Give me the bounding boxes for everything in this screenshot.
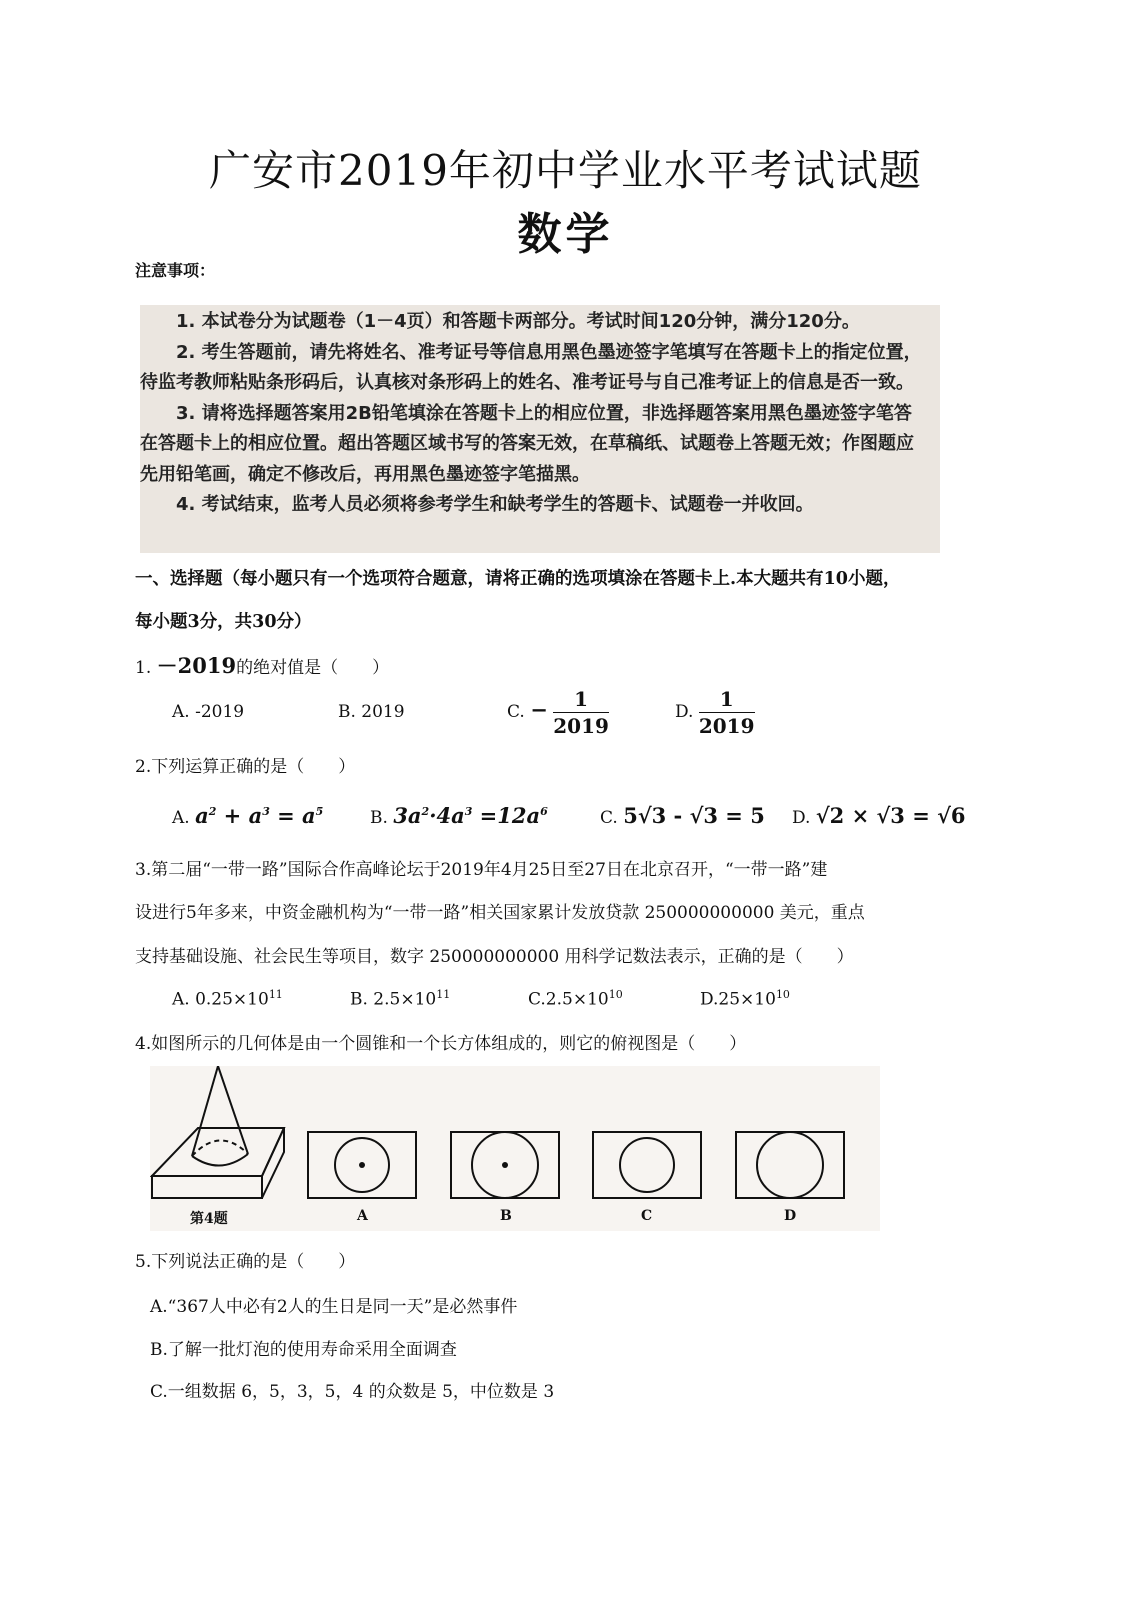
section-heading-line2: 每小题3分，共30分）: [135, 612, 312, 632]
question-3-line2: 设进行5年多来，中资金融机构为“一带一路”相关国家累计发放贷款 250000000000 美元，重点: [135, 903, 865, 923]
option-a-center-dot: [359, 1162, 365, 1168]
q1-d-fraction: $\frac{1}{2019}$: [698, 687, 755, 738]
notice-box: [140, 305, 940, 553]
q3-option-d: $D.25\times 10^{10}$: [700, 988, 790, 1010]
notice-label: 注意事项：: [135, 261, 216, 280]
section-heading-line1: 一、选择题（每小题只有一个选项符合题意，请将正确的选项填涂在答题卡上.本大题共有10小题，: [135, 569, 901, 589]
q2-option-c: C. 5√3 - √3 = 5: [600, 803, 765, 828]
q2-option-a: A. $a^2 + a^3 = a^5$: [172, 803, 324, 828]
q3-option-a: A. $0.25\times 10^{11}$: [172, 988, 283, 1010]
question-4-stem: 4.如图所示的几何体是由一个圆锥和一个长方体组成的，则它的俯视图是（ ）: [135, 1034, 747, 1054]
exam-subject: 数学: [517, 209, 614, 260]
q2-option-b: B. $3a^2\cdot 4a^3 =12a^6$: [370, 803, 548, 828]
option-c-rect: [593, 1132, 701, 1198]
q1-option-a: A. -2019: [172, 702, 245, 722]
question-2-stem: 2.下列运算正确的是（ ）: [135, 757, 356, 777]
q2-d-expression: √2 × √3 = √6: [815, 803, 966, 828]
q1-c-fraction: $\frac{1}{2019}$: [553, 687, 609, 738]
option-d-rect: [736, 1132, 844, 1198]
option-c-circle: [620, 1138, 674, 1192]
q4-label-c: C: [641, 1208, 653, 1224]
cone-base-front: [192, 1154, 248, 1166]
q4-figure: [150, 1066, 880, 1231]
q5-option-a: A.“367人中必有2人的生日是同一天”是必然事件: [150, 1297, 518, 1317]
q2-c-expression: 5√3 - √3 = 5: [623, 803, 765, 828]
question-1-stem: 1. －2019的绝对值是（ ）: [135, 653, 390, 678]
q4-figure-svg: [150, 1066, 880, 1231]
q4-label-b: B: [500, 1208, 512, 1224]
question-3-line1: 3.第二届“一带一路”国际合作高峰论坛于2019年4月25日至27日在北京召开，“一带一路”建: [135, 860, 828, 880]
q2-b-expression: $3a^2\cdot 4a^3 =12a^6$: [393, 803, 548, 828]
exam-title: 广安市2019年初中学业水平考试试题: [209, 146, 922, 195]
q5-option-b: B.了解一批灯泡的使用寿命采用全面调查: [150, 1340, 457, 1360]
notice-item-4: 4. 考试结束，监考人员必须将参考学生和缺考学生的答题卡、试题卷一并收回。: [176, 494, 814, 515]
question-5-stem: 5.下列说法正确的是（ ）: [135, 1252, 356, 1272]
option-b-center-dot: [502, 1162, 508, 1168]
cone-left-edge: [192, 1066, 218, 1156]
box-front: [152, 1176, 262, 1198]
box-side: [262, 1128, 284, 1198]
q3-option-b: B. $2.5\times 10^{11}$: [350, 988, 451, 1010]
q1-option-b: B. 2019: [338, 702, 405, 722]
q4-figure-label: 第4题: [190, 1211, 228, 1227]
notice-item-2: 2. 考生答题前，请先将姓名、准考证号等信息用黑色墨迹签字笔填写在答题卡上的指定位置，待监考教师粘贴条形码后，认真核对条形码上的姓名、准考证号与自己准考证上的信息是否一致。: [140, 341, 922, 393]
q1-option-c: C. − $\frac{1}{2019}$: [507, 687, 609, 738]
q4-label-a: A: [357, 1208, 368, 1224]
q3-option-c: $C.2.5\times 10^{10}$: [528, 988, 623, 1010]
q1-expression: －2019: [156, 653, 237, 678]
q4-label-d: D: [784, 1208, 797, 1224]
cone-base-back: [192, 1140, 248, 1156]
q2-option-d: D. √2 × √3 = √6: [792, 803, 966, 828]
q1-option-d: D. $\frac{1}{2019}$: [675, 687, 755, 738]
q5-option-c: C.一组数据 6，5，3，5，4 的众数是 5，中位数是 3: [150, 1382, 555, 1402]
notice-item-3: 3. 请将选择题答案用2B铅笔填涂在答题卡上的相应位置，非选择题答案用黑色墨迹签字笔答在答题卡上的相应位置。超出答题区域书写的答案无效，在草稿纸、试题卷上答题无效；作图题应先用铅笔画，确定不修改后，再用黑色墨迹签字笔描黑。: [140, 402, 914, 485]
question-3-line3: 支持基础设施、社会民生等项目，数字 250000000000 用科学记数法表示，正确的是（ ）: [135, 947, 854, 967]
notice-item-1: 1. 本试卷分为试题卷（1－4页）和答题卡两部分。考试时间120分钟，满分120分。: [176, 311, 860, 332]
option-d-circle: [757, 1132, 823, 1198]
q2-a-expression: $a^2 + a^3 = a^5$: [195, 803, 324, 828]
cone-right-edge: [218, 1066, 248, 1154]
